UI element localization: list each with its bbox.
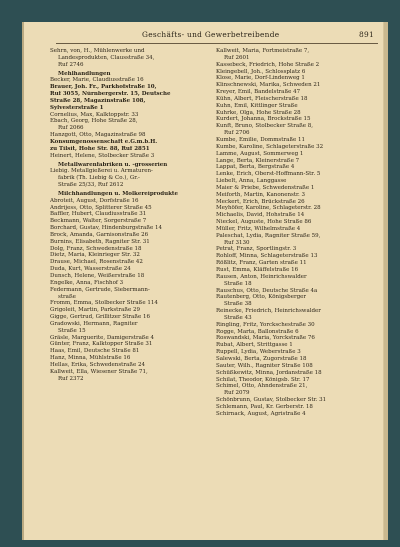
directory-page <box>22 22 384 540</box>
directory-entry: Kassebeck, Friedrich, Hohe Straße 2 <box>216 61 320 68</box>
directory-entry: Straße 28, Magazinstraße 108, <box>50 97 146 104</box>
directory-entry: Kumbe, Emilie, Dommstraße 11 <box>216 136 306 143</box>
directory-entry: Baffler, Hubert, Claudiusstraße 31 <box>50 211 147 218</box>
directory-entry: Ruf 2746 <box>58 61 84 68</box>
directory-entry: Rautenberg, Otto, Königsberger <box>216 294 306 301</box>
directory-entry: Landesprodukten, Clausstraße 34, <box>58 54 155 61</box>
directory-entry: Hanzgott, Otto, Magazinstraße 98 <box>50 132 146 139</box>
directory-entry: Müller, Fritz, Wilhelmstraße 4 <box>216 225 301 232</box>
directory-entry: Federmann, Gertrude, Siebermann- <box>50 286 150 293</box>
page-header <box>80 30 374 42</box>
directory-entry: Sylvesterstraße 1 <box>50 104 104 111</box>
directory-entry: Kleingebell, Joh., Schlossplatz 6 <box>216 68 306 75</box>
directory-entry: Kallweit, Maria, Fortmeistraße 7, <box>216 48 310 54</box>
directory-entry: Andrijess, Otto, Splitterer Straße 45 <box>50 204 152 211</box>
directory-entry: Ruppell, Lydia, Weberstraße 3 <box>216 349 301 356</box>
directory-entry: Drause, Michael, Rosenstraße 42 <box>50 259 143 266</box>
directory-entry: Rauschus, Otto, Deutsche Straße 4a <box>216 287 318 294</box>
directory-entry: Abroteit, August, Dorfstraße 16 <box>50 197 139 204</box>
page-edge <box>384 22 388 540</box>
directory-entry: Meyhöfer, Karoline, Schlageterstr. 28 <box>216 205 321 212</box>
directory-entry: Liebelt, Anna, Langgasse <box>216 178 287 185</box>
directory-entry: Klose, Marie, Dorf-Lindenweg 1 <box>216 75 305 82</box>
directory-entry: Ruf 2372 <box>58 375 84 382</box>
directory-entry: Meiforth, Martin, Kanonenstr. 3 <box>216 191 306 198</box>
directory-entry: Roswandski, Maria, Yorckstraße 76 <box>216 335 315 342</box>
directory-entry: Ruf 2066 <box>58 125 84 132</box>
page-title: Geschäfts- und Gewerbetreibende <box>142 30 280 39</box>
directory-entry: Schilat, Theodor, Königsb. Str. 17 <box>216 376 310 383</box>
directory-entry: Meckert, Erich, Brückstraße 26 <box>216 198 305 205</box>
directory-entry: Burnins, Elisabeth, Ragniter Str. 31 <box>50 238 150 245</box>
directory-entry: Kuhrke, Olga, Hohe Straße 28 <box>216 109 301 116</box>
directory-entry: Nieckel, Auguste, Hohe Straße 86 <box>216 219 312 226</box>
directory-entry: Maier & Priebe, Schwedenstraße 1 <box>216 184 315 191</box>
directory-entry: Schimel, Otto, Ahndenstraße 21, <box>216 383 308 390</box>
directory-entry: Kuhn, Emil, Kittlinger Straße <box>216 102 298 109</box>
directory-entry: Borchard, Gustav, Hindenburgstraße 14 <box>50 225 162 232</box>
directory-entry: Brauer, Joh. Fr., Parkhofstraße 10, <box>50 84 157 91</box>
directory-entry: Gräsle, Marguerite, Damigerstraße 4 <box>50 334 155 341</box>
directory-entry: Dietz, Maria, Kleinrieger Str. 32 <box>50 252 140 259</box>
directory-entry: zu Tilsit, Hohe Str. 88, Ruf 2851 <box>50 145 150 152</box>
directory-entry: Kunft, Bruno, Stolbecker Straße 8, <box>216 123 314 130</box>
directory-entry: Kreyer, Emil, Bandelstraße 47 <box>216 89 301 96</box>
directory-entry: Schlemann, Paul, Kr. Gerberstr. 18 <box>216 403 313 410</box>
directory-entry: Kurdert, Johanna, Brockstraße 15 <box>216 116 311 123</box>
directory-entry: Schüßkewitz, Minna, Jordanstraße 18 <box>216 369 322 376</box>
directory-entry: straße <box>58 293 76 300</box>
directory-entry: Kumbe, Karoline, Schlageterstraße 32 <box>216 143 324 150</box>
directory-entry: Rößlitz, Franz, Garten straße 11 <box>216 260 307 267</box>
directory-entry: Sauter, Wilh., Ragniter Straße 108 <box>216 362 313 369</box>
section-heading: Mehlhandlungen <box>58 70 111 77</box>
directory-entry: Lenke, Erich, Oberst-Hoffmann-Str. 5 <box>216 171 321 178</box>
directory-entry: Ebach, Georg, Hohe Straße 28, <box>50 118 138 125</box>
directory-entry: Straße 43 <box>224 314 252 321</box>
directory-entry: Fromm, Emma, Stolbecker Straße 114 <box>50 300 158 307</box>
directory-entry: Rogge, Marta, Ballonstraße 6 <box>216 328 299 335</box>
directory-entry: Hanz, Minna, Mühlstraße 16 <box>50 355 131 362</box>
directory-entry: Rust, Emma, Kläffelstraße 16 <box>216 267 299 273</box>
directory-entry: Reinecke, Friedrich, Heinrichswalder <box>216 308 321 315</box>
left-column <box>50 48 198 383</box>
directory-entry: Liebig. Metallgießerei u. Armaturen- <box>50 168 153 175</box>
directory-entry: Lamme, August, Sommerweg 1 <box>216 150 304 157</box>
directory-entry: Haas, Emil, Deutsche Straße 81 <box>50 348 140 355</box>
directory-entry: Rubat, Albert, Strittgasse 1 <box>216 342 293 349</box>
directory-entry: Ruf 3055, Nürnbergerstr. 15, Deutsche <box>50 91 171 98</box>
directory-entry: Grigoleit, Martin, Parkstraße 29 <box>50 307 140 314</box>
directory-entry: Günter, Franz, Kalktopper Straße 31 <box>50 341 153 348</box>
directory-entry: Paleschat, Lydia, Ragniter Straße 59, <box>216 232 321 239</box>
directory-entry: Ruf 2706 <box>224 130 250 137</box>
header-rule <box>56 43 378 44</box>
directory-entry: Lappat, Berta, Bergstraße 4 <box>216 164 295 171</box>
directory-entry: Konsumgenossenschaft e.G.m.b.H. <box>50 138 158 145</box>
directory-entry: Michaelis, David, Hohstraße 14 <box>216 212 305 219</box>
directory-entry: Gradowski, Hermann, Ragniter <box>50 320 138 327</box>
directory-entry: Straße 25/33, Ruf 2612 <box>58 182 124 189</box>
directory-entry: Becker, Marie, Claudiusstraße 16 <box>50 77 144 84</box>
directory-entry: Salewski, Berta, Zugorstraße 18 <box>216 355 307 362</box>
directory-entry: Straße 15 <box>58 327 86 334</box>
directory-entry: Rohloff, Minna, Schlageterstraße 13 <box>216 253 318 260</box>
directory-entry: Ringling, Fritz, Yorckschestraße 30 <box>216 321 315 328</box>
directory-entry: Rausen, Anton, Heinrichswalder <box>216 273 307 280</box>
directory-entry: Kallweit, Ella, Wiesener Straße 71, <box>50 368 148 375</box>
directory-entry: Hellas, Erika, Schwedenstraße 24 <box>50 361 145 368</box>
directory-entry: Ruf 3130 <box>224 239 250 246</box>
section-heading: Metallwarenfabriken u. -grosserien <box>58 161 168 168</box>
directory-entry: Straße 18 <box>224 280 252 287</box>
directory-entry: Cornelius, Max, Kalktoppstr. 33 <box>50 111 139 118</box>
directory-entry: Lange, Berta, Kleinerstraße 7 <box>216 157 300 164</box>
directory-entry: Heinert, Helene, Stolbecker Straße 3 <box>50 152 155 159</box>
directory-entry: Dolg, Franz, Schwedenstraße 18 <box>50 245 142 252</box>
directory-entry: Beckmann, Walter, Sorgerstraße 7 <box>50 218 147 225</box>
directory-entry: Brock, Amanda, Garnisonstraße 26 <box>50 231 149 238</box>
directory-entry: Sehrn, von, H., Mühlenwerke und <box>50 48 145 54</box>
directory-entry: Engelke, Anna, Fischhof 3 <box>50 279 124 286</box>
directory-entry: Petrat, Franz, Sportlingstr. 3 <box>216 246 297 253</box>
directory-entry: Schirnack, August, Ägristraße 4 <box>216 410 306 417</box>
directory-entry: Straße 38 <box>224 301 252 308</box>
directory-entry: Schönbrunn, Gustav, Stolbecker Str. 31 <box>216 397 327 404</box>
section-heading: Milchhandlungen u. Molkereiprodukte <box>58 190 178 197</box>
right-column <box>216 48 378 418</box>
directory-entry: Ruf 2601 <box>224 54 250 61</box>
directory-entry: Klinschnewski, Marika, Schweden 21 <box>216 82 321 89</box>
directory-entry: Ruf 2079 <box>224 390 250 397</box>
directory-entry: Gigge, Gertrud, Grillitzer Straße 16 <box>50 314 150 321</box>
directory-entry: Kühn, Albert, Fleischerstraße 18 <box>216 95 308 102</box>
page-number: 891 <box>358 30 374 39</box>
directory-entry: Duda, Kurt, Wasserstraße 24 <box>50 266 131 273</box>
directory-entry: fabrik (Th. Liebig & Co.), Gr.- <box>58 175 140 182</box>
directory-entry: Dunsch, Helene, Weißerstraße 18 <box>50 273 145 279</box>
